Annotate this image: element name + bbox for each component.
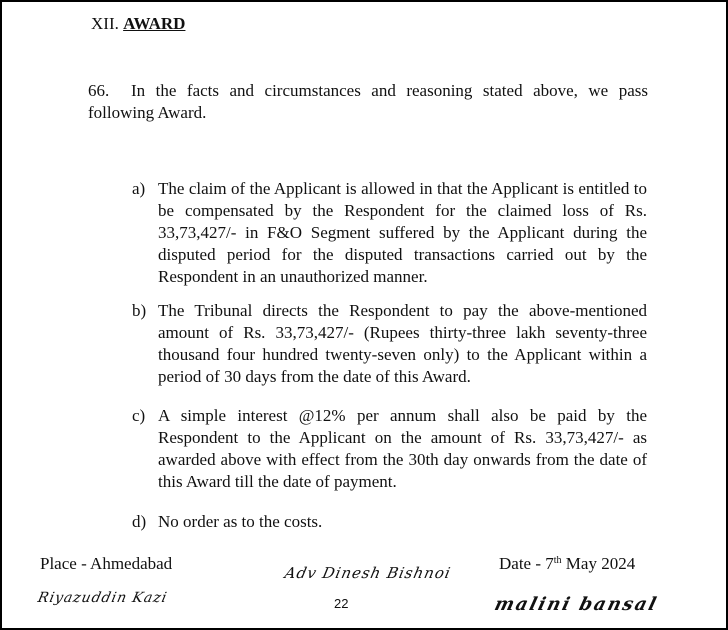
signature-right: malini bansal [492,594,661,615]
section-number: XII. [91,14,119,33]
item-text: A simple interest @12% per annum shall also be paid by the Respondent to the Applicant on the amount of Rs. 33,73,427/- as awarded above with effect from the 30th day onwards from the date of this Award till the date of payment. [158,406,647,491]
award-item-a [132,178,647,288]
date-ordinal: th [553,555,562,566]
item-text: The Tribunal directs the Respondent to pay the above-mentioned amount of Rs. 33,73,427/- (Rupees thirty-three lakh seventy-three thousand four hundred twenty-seven only) to the Applicant within a period of 30 days from the date of this Award. [158,301,647,386]
signature-center: Adv Dinesh Bishnoi [283,564,453,582]
section-title: AWARD [123,14,186,33]
award-item-b [132,300,647,388]
date-line [499,553,635,575]
date-prefix: Date - 7 [499,554,554,573]
paragraph-text: In the facts and circumstances and reasoning stated above, we pass following Award. [88,81,648,122]
item-letter: d) [132,512,147,531]
section-heading [91,13,185,35]
award-item-d [132,511,647,533]
signature-left: Riyazuddin Kazi [36,590,169,606]
item-letter: b) [132,301,147,320]
award-item-c [132,405,647,493]
date-suffix: May 2024 [561,554,636,573]
item-text: No order as to the costs. [158,512,323,531]
item-letter: a) [132,179,146,198]
paragraph-number: 66. [88,81,110,100]
paragraph-66 [88,80,648,124]
page-number: 22 [334,596,349,611]
item-text: The claim of the Applicant is allowed in that the Applicant is entitled to be compensated by the Respondent for the claimed loss of Rs. 33,73,427/- in F&O Segment suffered by the Applicant during the disputed period for the disputed transactions carried out by the Respondent in an unauthorized manner. [158,179,647,286]
place-line: Place - Ahmedabad [40,554,173,573]
item-letter: c) [132,406,146,425]
